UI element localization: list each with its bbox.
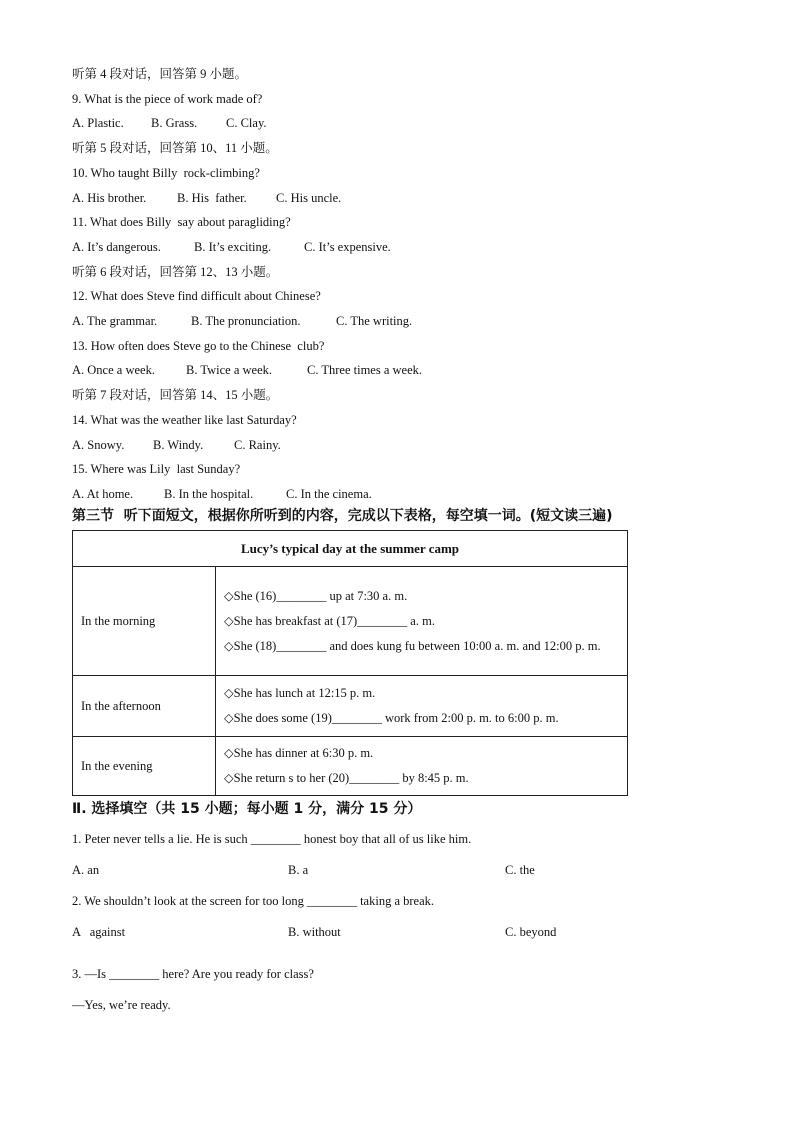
section-instruction: 听第 6 段对话，回答第 12、13 小题。 xyxy=(72,265,279,279)
question-14: 14. What was the weather like last Saturday? xyxy=(72,413,297,427)
option-c: C. His uncle. xyxy=(276,191,342,205)
table-line: ◇She has breakfast at (17)________ a. m. xyxy=(224,613,435,628)
question-13: 13. How often does Steve go to the Chinese club? xyxy=(72,339,325,353)
section-instruction: 听第 5 段对话，回答第 10、11 小题。 xyxy=(72,141,278,155)
section-instruction: 听第 4 段对话，回答第 9 小题。 xyxy=(72,67,248,81)
option-c: C. the xyxy=(505,863,535,877)
option-b: B. Twice a week. xyxy=(186,363,273,377)
section-heading: Ⅱ. 选择填空（共 15 小题；每小题 1 分，满分 15 分） xyxy=(72,801,422,817)
option-b: B. His father. xyxy=(177,191,247,205)
option-a: A. At home. xyxy=(72,487,134,501)
question-1: 1. Peter never tells a lie. He is such ________ honest boy that all of us like him. xyxy=(72,832,472,846)
option-a: A. It’s dangerous. xyxy=(72,240,161,254)
option-a: A. Snowy. xyxy=(72,438,125,452)
option-b: B. Windy. xyxy=(153,438,204,452)
option-b: B. The pronunciation. xyxy=(191,314,301,328)
table-row xyxy=(73,676,628,737)
section-heading: 第三节 听下面短文，根据你所听到的内容，完成以下表格，每空填一词。(短文读三遍) xyxy=(72,508,613,524)
table-line: ◇She (16)________ up at 7:30 a. m. xyxy=(224,588,408,603)
table-row xyxy=(73,737,628,796)
option-b: B. It’s exciting. xyxy=(194,240,272,254)
question-15: 15. Where was Lily last Sunday? xyxy=(72,462,241,476)
table-row xyxy=(73,567,628,676)
option-b: B. In the hospital. xyxy=(164,487,254,501)
question-12: 12. What does Steve find difficult about Chinese? xyxy=(72,289,321,303)
option-c: C. Three times a week. xyxy=(307,363,423,377)
section-instruction: 听第 7 段对话，回答第 14、15 小题。 xyxy=(72,388,279,402)
option-b: B. Grass. xyxy=(151,116,198,130)
row-label: In the afternoon xyxy=(73,676,216,737)
option-a: A. Once a week. xyxy=(72,363,155,377)
summer-camp-table xyxy=(72,530,628,796)
question-2: 2. We shouldn’t look at the screen for too long ________ taking a break. xyxy=(72,894,434,908)
option-c: C. In the cinema. xyxy=(286,487,372,501)
row-content xyxy=(216,567,628,676)
table-line: ◇She does some (19)________ work from 2:00 p. m. to 6:00 p. m. xyxy=(224,711,559,725)
option-c: C. It’s expensive. xyxy=(304,240,391,254)
question-11: 11. What does Billy say about paragliding? xyxy=(72,215,291,229)
table-line: ◇She return s to her (20)________ by 8:45 p. m. xyxy=(224,771,469,785)
row-label: In the evening xyxy=(73,737,216,796)
option-c: C. The writing. xyxy=(336,314,413,328)
table-line: ◇She has lunch at 12:15 p. m. xyxy=(224,686,376,700)
option-a: A. an xyxy=(72,863,100,877)
option-a: A. The grammar. xyxy=(72,314,158,328)
option-c: C. beyond xyxy=(505,925,557,939)
question-3: 3. —Is ________ here? Are you ready for class? xyxy=(72,967,314,981)
question-9: 9. What is the piece of work made of? xyxy=(72,92,263,106)
option-a: A. Plastic. xyxy=(72,116,124,130)
option-b: B. without xyxy=(288,925,341,939)
option-a: A. His brother. xyxy=(72,191,147,205)
option-c: C. Rainy. xyxy=(234,438,281,452)
option-a: A against xyxy=(72,925,126,939)
row-label: In the morning xyxy=(73,567,216,676)
option-c: C. Clay. xyxy=(226,116,267,130)
row-content xyxy=(216,737,628,796)
question-10: 10. Who taught Billy rock-climbing? xyxy=(72,166,260,180)
row-content xyxy=(216,676,628,737)
table-title: Lucy’s typical day at the summer camp xyxy=(73,531,628,567)
table-line: ◇She (18)________ and does kung fu between 10:00 a. m. and 12:00 p. m. xyxy=(224,638,601,653)
option-b: B. a xyxy=(288,863,309,877)
table-line: ◇She has dinner at 6:30 p. m. xyxy=(224,746,374,760)
answer-reply: —Yes, we’re ready. xyxy=(72,998,171,1012)
